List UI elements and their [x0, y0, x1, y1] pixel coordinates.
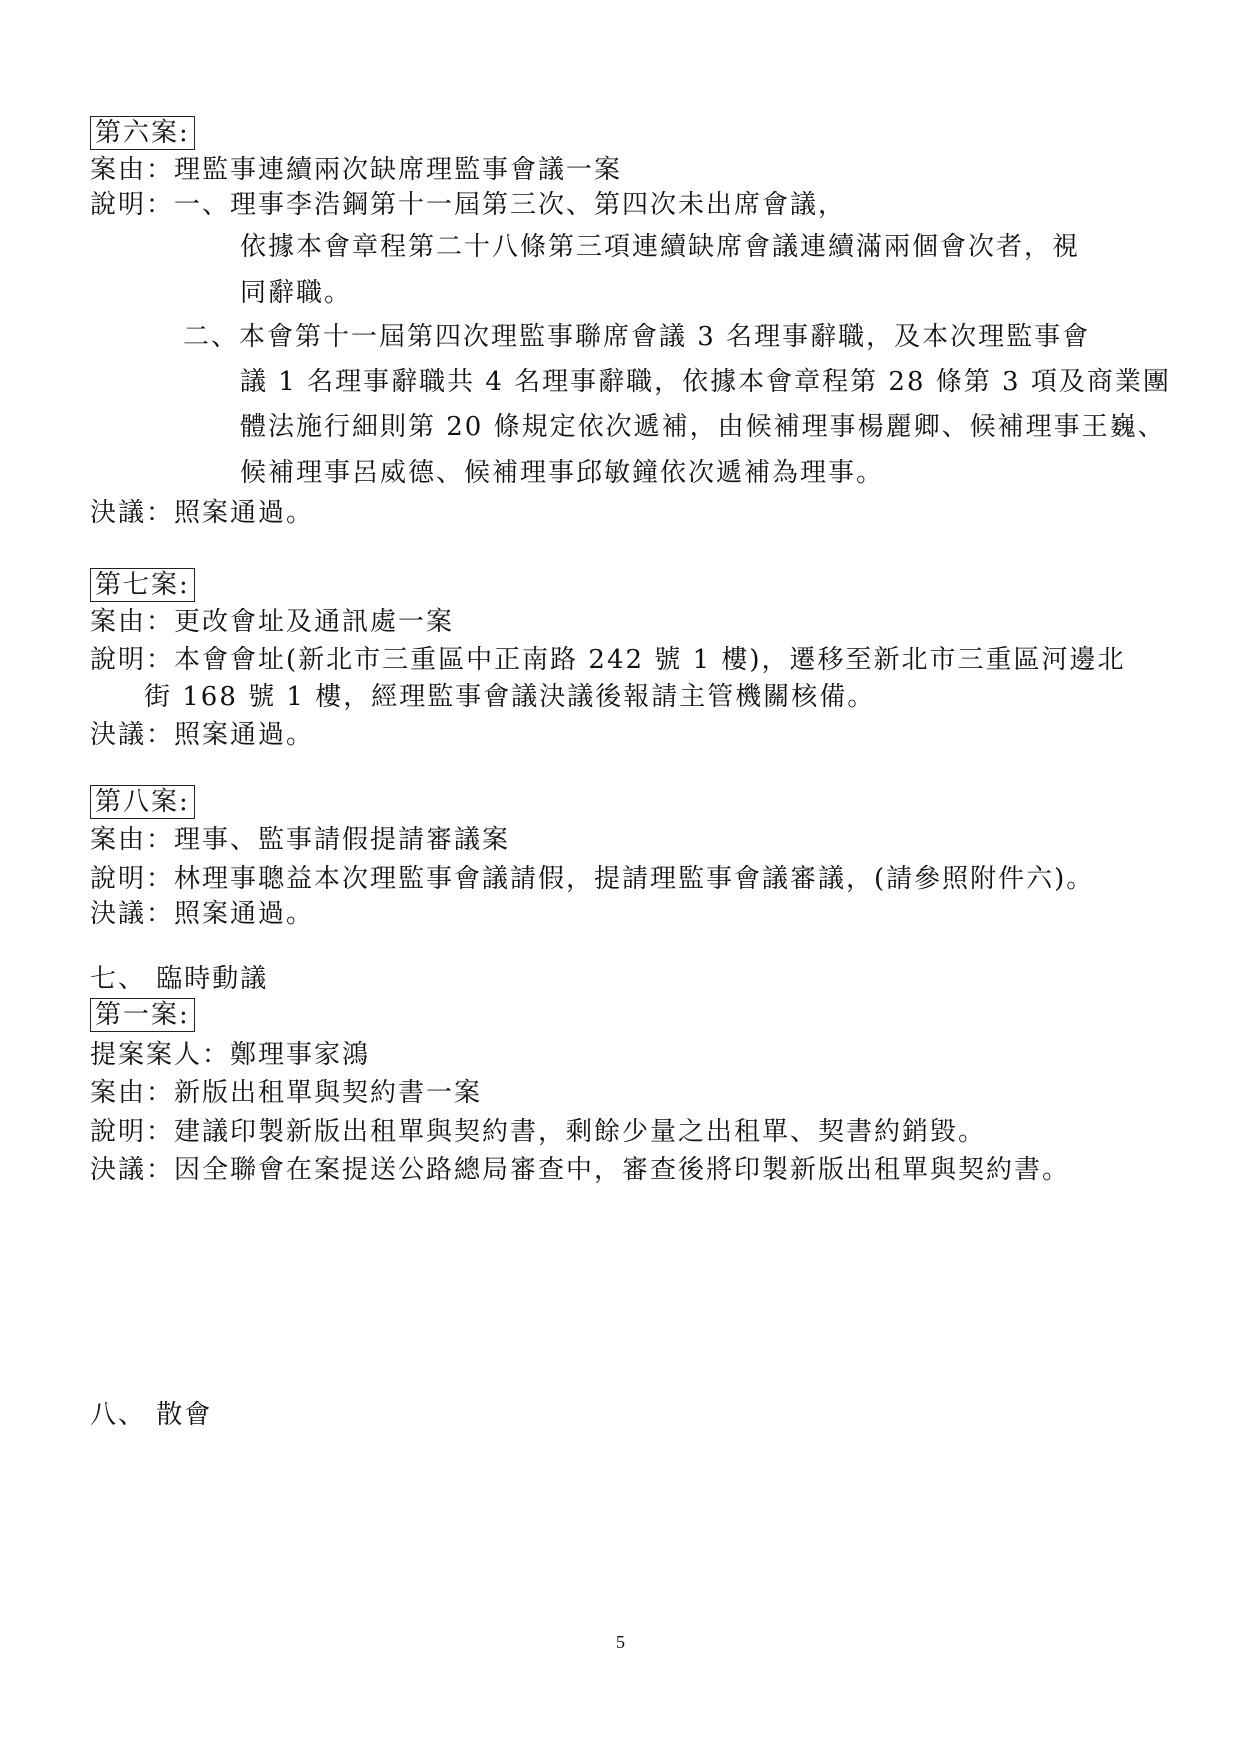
- case-6-resolution: 決議：照案通過。: [90, 498, 315, 528]
- section-7-case-1-heading-row: [90, 998, 195, 1032]
- case-8-explain: 說明：林理事聰益本次理監事會議請假，提請理監事會議審議，(請參照附件六)。: [90, 864, 1095, 894]
- case-6-explain-2d: 候補理事呂威德、候補理事邱敏鐘依次遞補為理事。: [240, 458, 885, 488]
- case-6-heading-row: [90, 116, 195, 150]
- case-6-explain-1c: 同辭職。: [240, 278, 353, 308]
- case-6-heading: 第六案:: [90, 116, 195, 150]
- section-7-case-1-resolution: 決議：因全聯會在案提送公路總局審查中，審查後將印製新版出租單與契約書。: [90, 1155, 1071, 1185]
- case-7-explain-b: 街 168 號 1 樓，經理監事會議決議後報請主管機關核備。: [144, 682, 876, 712]
- case-7-reason: 案由：更改會址及通訊處一案: [90, 607, 455, 637]
- case-6-explain-1a: 說明：一、理事李浩鋼第十一屆第三次、第四次未出席會議，: [90, 190, 847, 220]
- case-8-heading-row: [90, 785, 195, 819]
- case-8-reason: 案由：理事、監事請假提請審議案: [90, 825, 511, 855]
- case-8-resolution: 決議：照案通過。: [90, 899, 315, 929]
- case-7-heading: 第七案:: [90, 568, 195, 602]
- section-7-heading: 七、 臨時動議: [90, 964, 269, 994]
- case-6-explain-1b: 依據本會章程第二十八條第三項連續缺席會議連續滿兩個會次者，視: [240, 232, 1081, 262]
- case-8-heading: 第八案:: [90, 785, 195, 819]
- case-6-explain-2b: 議 1 名理事辭職共 4 名理事辭職，依據本會章程第 28 條第 3 項及商業團: [240, 367, 1171, 397]
- section-8-heading: 八、 散會: [90, 1400, 213, 1430]
- case-6-explain-2a: 二、本會第十一屆第四次理監事聯席會議 3 名理事辭職，及本次理監事會: [183, 322, 1091, 352]
- section-7-case-1-reason: 案由：新版出租單與契約書一案: [90, 1078, 483, 1108]
- case-7-explain-a: 說明：本會會址(新北市三重區中正南路 242 號 1 樓)，遷移至新北市三重區河邊北: [90, 645, 1126, 675]
- case-6-explain-2c: 體法施行細則第 20 條規定依次遞補，由候補理事楊麗卿、候補理事王巍、: [240, 412, 1166, 442]
- section-7-case-1-explain: 說明：建議印製新版出租單與契約書，剩餘少量之出租單、契書約銷毀。: [90, 1117, 987, 1147]
- case-7-heading-row: [90, 568, 195, 602]
- section-7-case-1-heading: 第一案:: [90, 998, 195, 1032]
- case-7-resolution: 決議：照案通過。: [90, 720, 315, 750]
- section-7-case-1-proposer: 提案案人：鄭理事家鴻: [90, 1040, 371, 1070]
- page-number: 5: [616, 1632, 625, 1652]
- case-6-reason: 案由：理監事連續兩次缺席理監事會議一案: [90, 155, 623, 185]
